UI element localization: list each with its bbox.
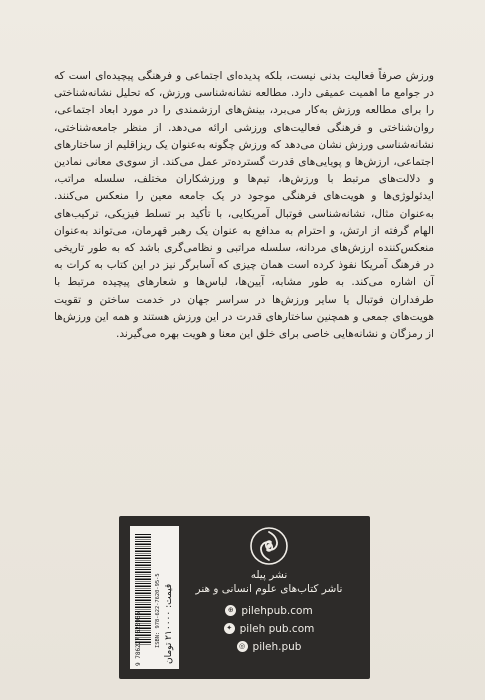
social-links <box>181 603 357 654</box>
website-icon: ⊕ <box>225 605 236 616</box>
instagram-handle[interactable]: pileh.pub <box>252 640 302 653</box>
price-label: قیمت: ۲۱۰۰۰۰ تومان <box>164 583 174 664</box>
twitter-icon: ✦ <box>224 623 235 634</box>
publisher-name: نشر پیله <box>250 569 288 581</box>
publisher-info <box>181 526 357 669</box>
website-handle[interactable]: pilehpub.com <box>241 604 313 617</box>
barcode-area <box>130 526 179 669</box>
synopsis-paragraph: ورزش صرفاً فعالیت بدنی نیست، بلکه پدیده‌ای اجتماعی و فرهنگی پیچیده‌ای است که در جوامع ما اهمیت عمیقی دارد. مطالعه نشانه‌شناسی ورزش، که تحلیل نشانه‌شناختی را برای مطالعه ورزش به‌کار می‌برد، بینش‌های ارزشمندی را در مورد ابعاد اجتماعی، روان‌شناختی و فرهنگی فعالیت‌های ورزشی ارائه می‌دهد. از منظر جامعه‌شناختی، نشانه‌شناسی ورزش نشان می‌دهد که ورزش چگونه به‌عنوان یک ریزاقلیم از ساختارهای اجتماعی، ارزش‌ها و پویایی‌های قدرت گسترده‌تر عمل می‌کند. از سوی‌ی معانی نمادین و دلالت‌های مرتبط با ورزش‌ها، تیم‌ها و ورزشکاران مختلف، سلسله مراتب، ایدئولوژی‌ها و هویت‌های فرهنگی موجود در یک جامعه معین را منعکس می‌کنند. به‌عنوان مثال، نشانه‌شناسی فوتبال آمریکایی، با تأکید بر تسلط فیزیکی، ترکیب‌های الهام گرفته از ارتش، و احترام به مدافع به عنوان یک رهبر قهرمان، می‌تواند به‌عنوان منعکس‌کننده ارزش‌های مردانه، سلسله مراتبی و نظامی‌گری باشد که به طور تاریخی در فرهنگ آمریکا نفوذ کرده است همان چیزی که آسابرگر نیز در این کتاب به کرات به آن اشاره می‌کند. به طور مشابه، آیین‌ها، لباس‌ها و شعارهای پیچیده مرتبط با طرفداران فوتبال یا سایر ورزش‌ها در سراسر جهان در خدمت ساختن و تقویت هویت‌های جمعی و همچنین ساختارهای قدرت در این ورزش هستند و همه این ورزش‌ها از رمزگان و نشانه‌هایی خاصی برای خلق این معنا و هویت بهره می‌گیرند. <box>54 70 434 341</box>
social-row-twitter[interactable] <box>181 621 357 636</box>
publisher-tagline: ناشر کتاب‌های علوم انسانی و هنر <box>195 583 343 595</box>
isbn-label: ISBN: 978-622-7620-95-5 <box>155 573 161 648</box>
barcode-digits: 9 786227 620955 <box>135 611 142 666</box>
publisher-logo-icon <box>249 526 289 566</box>
social-row-instagram[interactable] <box>181 639 357 654</box>
instagram-icon: ◎ <box>237 641 248 652</box>
synopsis-text <box>54 68 434 343</box>
twitter-handle[interactable]: pileh pub.com <box>239 622 315 635</box>
social-row-website[interactable] <box>181 603 357 618</box>
publisher-panel <box>119 516 370 679</box>
